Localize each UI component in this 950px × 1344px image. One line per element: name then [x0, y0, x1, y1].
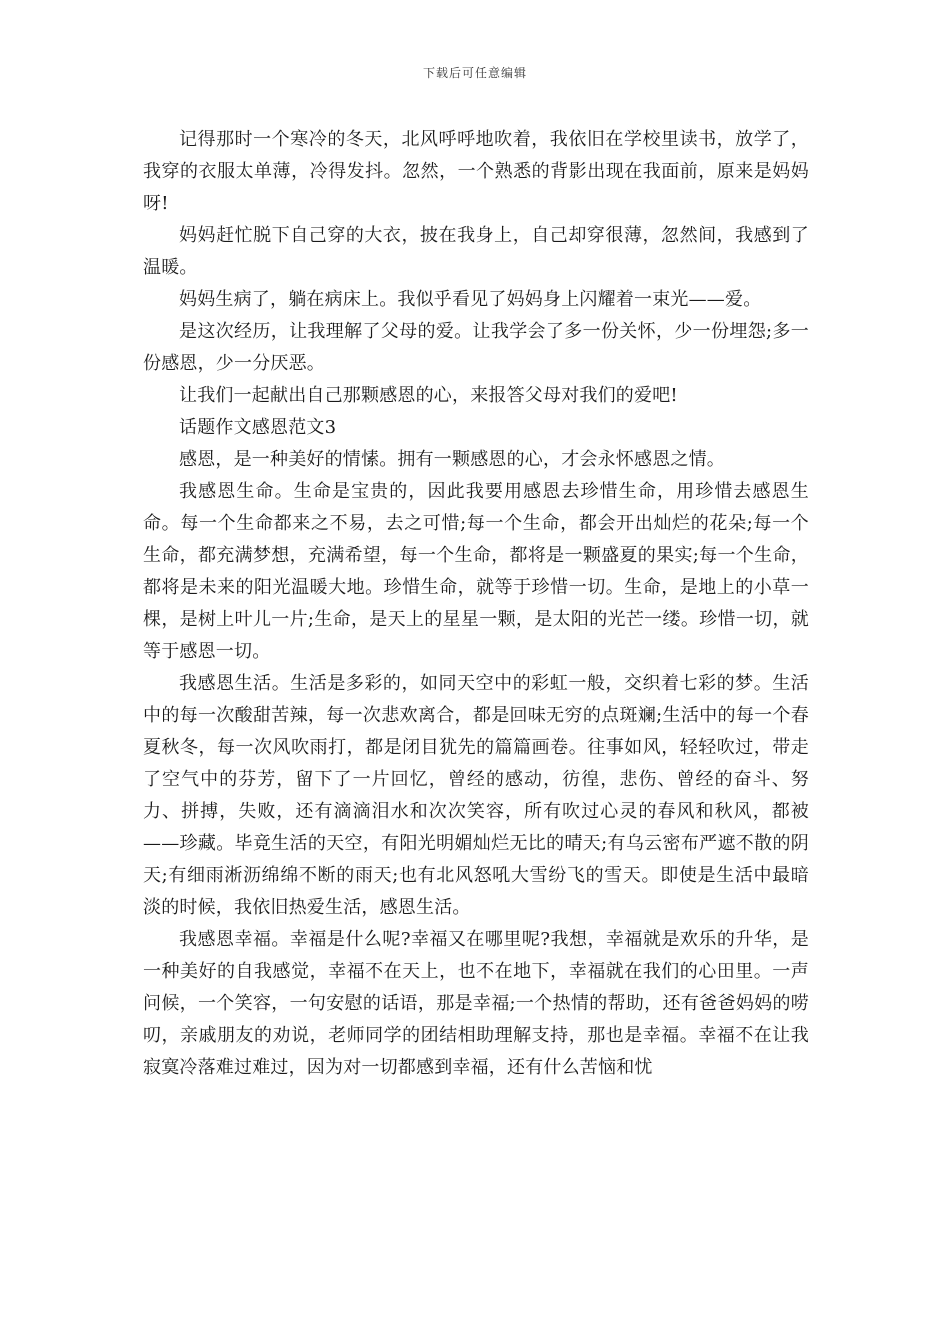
paragraph-3: 妈妈生病了，躺在病床上。我似乎看见了妈妈身上闪耀着一束光——爱。 — [179, 289, 762, 310]
section-title: 话题作文感恩范文3 — [179, 417, 337, 438]
paragraph-9: 我感恩生活。生活是多彩的，如同天空中的彩虹一般，交织着七彩的梦。生活中的每一次酸甜苦辣，每一次悲欢离合，都是回味无穷的点斑斓;生活中的每一个春夏秋冬，每一次风吹雨打，都是闭目犹先的篇篇画卷。往事如风，轻轻吹过，带走了空气中的芬芳，留下了一片回忆，曾经的感动，彷徨，悲伤、曾经的奋斗、努力、拼搏，失败，还有滴滴泪水和次次笑容，所有吹过心灵的春风和秋风，都被——珍藏。毕竟生活的天空，有阳光明媚灿烂无比的晴天;有乌云密布严遮不散的阴天;有细雨淅沥绵绵不断的雨天;也有北风怒吼大雪纷飞的雪天。即使是生活中最暗淡的时候，我依旧热爱生活，感恩生活。 — [143, 673, 809, 918]
document-body — [143, 124, 809, 1084]
paragraph-1: 记得那时一个寒冷的冬天，北风呼呼地吹着，我依旧在学校里读书，放学了，我穿的衣服太单薄，冷得发抖。忽然，一个熟悉的背影出现在我面前，原来是妈妈呀! — [143, 129, 809, 214]
page-header: 下载后可任意编辑 — [422, 66, 527, 80]
paragraph-4: 是这次经历，让我理解了父母的爱。让我学会了多一份关怀，少一份埋怨;多一份感恩，少一分厌恶。 — [143, 321, 809, 374]
paragraph-2: 妈妈赶忙脱下自己穿的大衣，披在我身上，自己却穿很薄，忽然间，我感到了温暖。 — [143, 225, 809, 278]
paragraph-7: 感恩，是一种美好的情愫。拥有一颗感恩的心，才会永怀感恩之情。 — [179, 449, 725, 470]
paragraph-10: 我感恩幸福。幸福是什么呢?幸福又在哪里呢?我想，幸福就是欢乐的升华，是一种美好的自我感觉，幸福不在天上，也不在地下，幸福就在我们的心田里。一声问候，一个笑容，一句安慰的话语，那是幸福;一个热情的帮助，还有爸爸妈妈的唠叨，亲戚朋友的劝说，老师同学的团结相助理解支持，那也是幸福。幸福不在让我寂寞冷落难过难过，因为对一切都感到幸福，还有什么苦恼和忧 — [143, 929, 809, 1078]
paragraph-5: 让我们一起献出自己那颗感恩的心，来报答父母对我们的爱吧! — [179, 385, 678, 406]
paragraph-8: 我感恩生命。生命是宝贵的，因此我要用感恩去珍惜生命，用珍惜去感恩生命。每一个生命都来之不易，去之可惜;每一个生命，都会开出灿烂的花朵;每一个生命，都充满梦想，充满希望，每一个生命，都将是一颗盛夏的果实;每一个生命，都将是未来的阳光温暖大地。珍惜生命，就等于珍惜一切。生命，是地上的小草一棵，是树上叶儿一片;生命，是天上的星星一颗，是太阳的光芒一缕。珍惜一切，就等于感恩一切。 — [143, 481, 809, 662]
